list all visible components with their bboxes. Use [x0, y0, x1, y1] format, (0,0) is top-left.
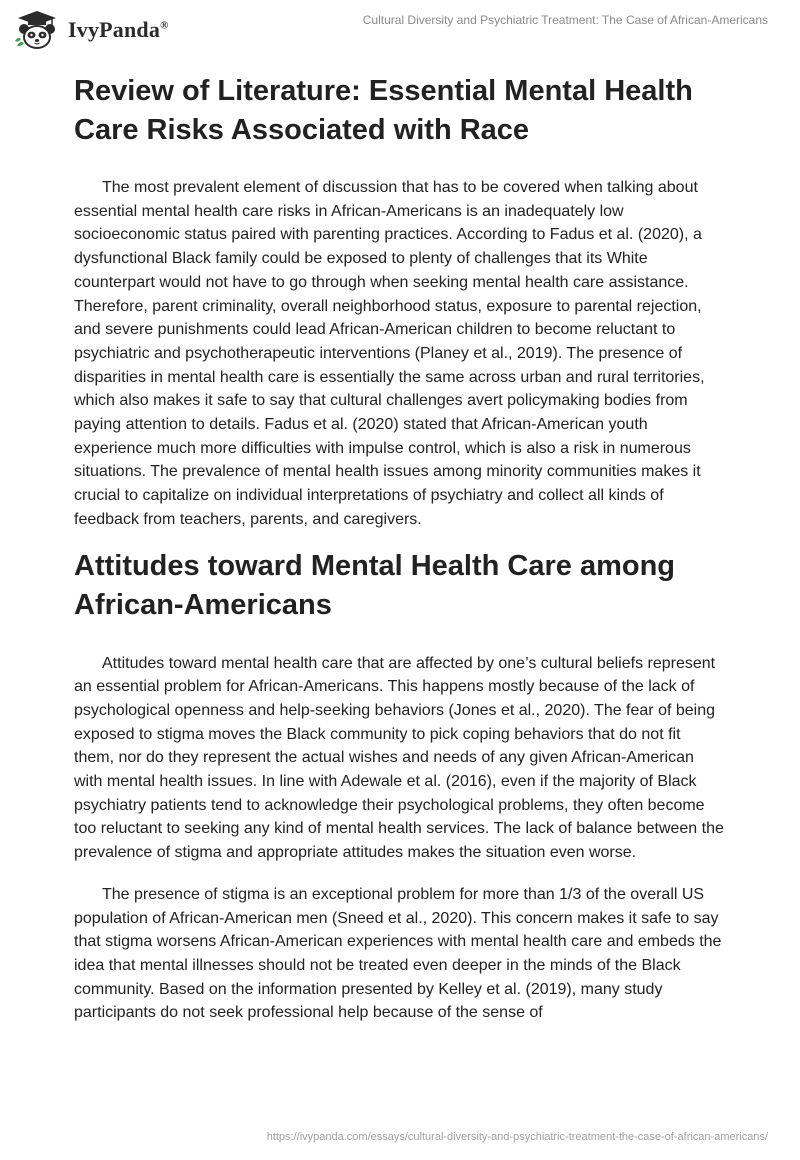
section-heading-attitudes: Attitudes toward Mental Health Care among African-Americans [74, 549, 676, 621]
essay-content [74, 72, 724, 1025]
paragraph-literature-review: The most prevalent element of discussion that has to be covered when talking about essential mental health care risks in African-Americans is an inadequately low socioeconomic status paired with parenting practices. According to Fadus et al. (2020), a dysfunctional Black family could be exposed to plenty of challenges that its White counterpart would not have to go through when seeking mental health care assistance. Therefore, parent criminality, overall neighborhood status, exposure to parental rejection, and severe punishments could lead African-American children to become reluctant to psychiatric and psychotherapeutic interventions (Planey et al., 2019). The presence of disparities in mental health care is essentially the same across urban and rural territories, which also makes it safe to say that cultural challenges avert policymaking bodies from paying attention to details. Fadus et al. (2020) stated that African-American youth experience much more difficulties with impulse control, which is also a risk in numerous situations. The prevalence of mental health issues among minority communities makes it crucial to capitalize on individual interpretations of psychiatry and collect all kinds of feedback from teachers, parents, and caregivers. [74, 179, 705, 528]
paragraph-attitudes-1: Attitudes toward mental health care that are affected by one’s cultural beliefs represent an essential problem for African-Americans. This happens mostly because of the lack of psychological openness and help-seeking behaviors (Jones et al., 2020). The fear of being exposed to stigma moves the Black community to pick coping behaviors that do not fit them, nor do they represent the actual wishes and needs of any given African-American with mental health issues. In line with Adewale et al. (2016), even if the majority of Black psychiatry patients tend to acknowledge their psychological problems, they often become too reluctant to seeking any kind of mental health services. The lack of balance between the prevalence of stigma and appropriate attitudes makes the situation even worse. [74, 654, 724, 862]
document-title: Cultural Diversity and Psychiatric Treatment: The Case of African-Americans [362, 13, 768, 27]
page-header [0, 0, 800, 60]
source-url[interactable]: https://ivypanda.com/essays/cultural-diversity-and-psychiatric-treatment-the-case-of-african-americans/ [266, 1131, 768, 1143]
brand-name: IvyPanda® [68, 17, 169, 42]
paragraph-attitudes-2: The presence of stigma is an exceptional problem for more than 1/3 of the overall US population of African-American men (Sneed et al., 2020). This concern makes it safe to say that stigma worsens African-American experiences with mental health care and embeds the idea that mental illnesses should not be treated even deeper in the minds of the Black community. Based on the information presented by Kelley et al. (2019), many study participants do not seek professional help because of the sense of [74, 885, 722, 1022]
panda-graduate-icon [14, 10, 60, 50]
section-heading-literature-review: Review of Literature: Essential Mental Health Care Risks Associated with Race [74, 75, 693, 146]
ivypanda-logo[interactable] [14, 10, 169, 50]
